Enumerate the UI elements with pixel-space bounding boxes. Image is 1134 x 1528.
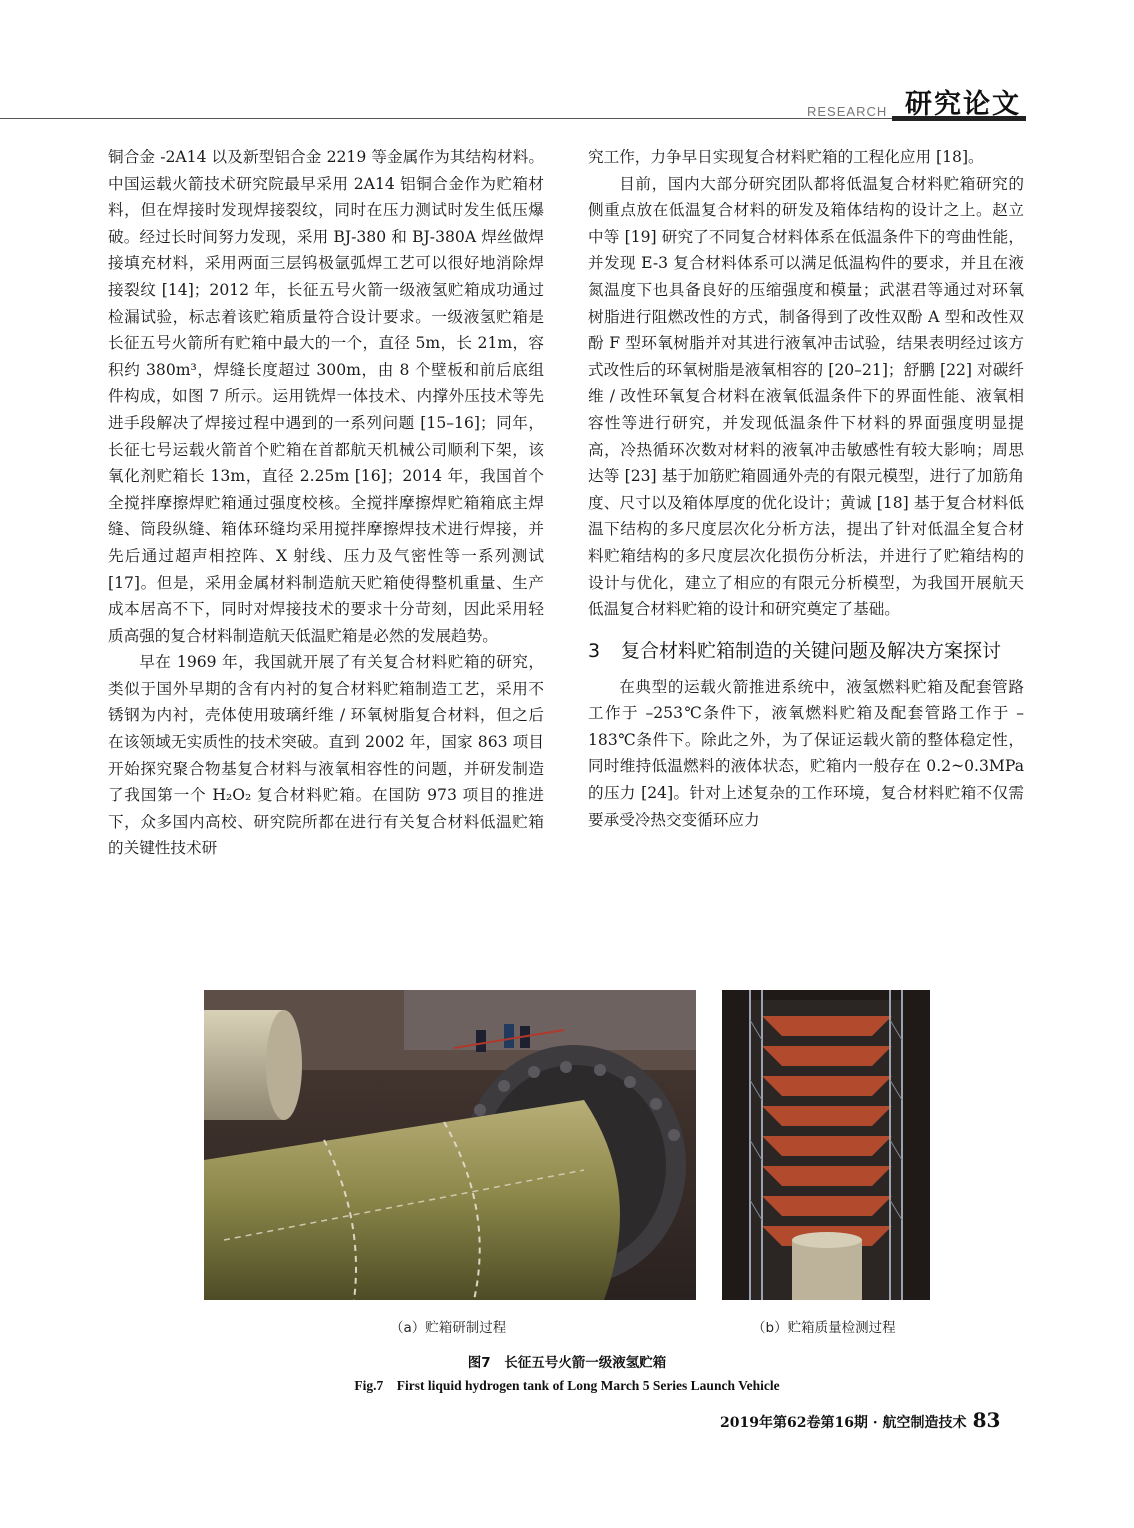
left-paragraph-2: 早在 1969 年，我国就开展了有关复合材料贮箱的研究，类似于国外早期的含有内衬的复合材料贮箱制造工艺，采用不锈钢为内衬，壳体使用玻璃纤维 / 环氧树脂复合材料，但之后在该领域无实质性的技术突破。直到 2002 年，国家 863 项目开始探究聚合物基复合材料与液氧相容性的问题，并研发制造了我国第一个 H₂O₂ 复合材料贮箱。在国防 973 项目的推进下，众多国内高校、研究院所都在进行有关复合材料低温贮箱的关键性技术研 — [108, 653, 544, 858]
header-section-title: 研究论文 — [905, 89, 1021, 120]
page-number: 83 — [972, 1408, 1001, 1432]
left-column — [108, 144, 544, 862]
figure-caption-english: Fig.7 First liquid hydrogen tank of Long March 5 Series Launch Vehicle — [354, 1378, 780, 1393]
right-paragraph-2: 目前，国内大部分研究团队都将低温复合材料贮箱研究的侧重点放在低温复合材料的研发及箱体结构的设计之上。赵立中等 [19] 研究了不同复合材料体系在低温条件下的弯曲性能，并发现 E-3 复合材料体系可以满足低温构件的要求，并且在液氮温度下也具备良好的压缩强度和模量；武湛君等通过对环氧树脂进行阻燃改性的方式，制备得到了改性双酚 A 型和改性双酚 F 型环氧树脂并对其进行液氧冲击试验，结果表明经过该方式改性后的环氧树脂是液氧相容的 [20–21]；舒鹏 [22] 对碳纤维 / 改性环氧复合材料在液氧低温条件下的界面性能、液氧相容性等进行研究，并发现低温条件下材料的界面强度明显提高，冷热循环次数对材料的液氧冲击敏感性有较大影响；周思达等 [23] 基于加筋贮箱圆通外壳的有限元模型，进行了加筋角度、尺寸以及箱体厚度的优化设计；黄诚 [18] 基于复合材料低温下结构的多尺度层次化分析方法，提出了针对低温全复合材料贮箱结构的多尺度层次化损伤分析法，并进行了贮箱结构的设计与优化，建立了相应的有限元分析模型，为我国开展航天低温复合材料贮箱的设计和研究奠定了基础。 — [588, 174, 1024, 619]
figure-subcaption-b: （b）贮箱质量检测过程 — [752, 1320, 896, 1336]
header-research-label: RESEARCH — [807, 104, 888, 119]
figure-caption-chinese: 图7 长征五号火箭一级液氢贮箱 — [467, 1355, 667, 1371]
left-paragraph-1: 铜合金 -2A14 以及新型铝合金 2219 等金属作为其结构材料。中国运载火箭技术研究院最早采用 2A14 铝铜合金作为贮箱材料，但在焊接时发现焊接裂纹，同时在压力测试时发生低压爆破。经过长时间努力发现，采用 BJ-380 和 BJ-380A 焊丝做焊接填充材料，采用两面三层钨极氩弧焊工艺可以很好地消除焊接裂纹 [14]；2012 年，长征五号火箭一级液氢贮箱成功通过检漏试验，标志着该贮箱质量符合设计要求。一级液氢贮箱是长征五号火箭所有贮箱中最大的一个，直径 5m，长 21m，容积约 380m³，焊缝长度超过 300m，由 8 个壁板和前后底组件构成，如图 7 所示。运用铣焊一体技术、内撑外压技术等先进手段解决了焊接过程中遇到的一系列问题 [15–16]；同年，长征七号运载火箭首个贮箱在首都航天机械公司顺利下架，该氧化剂贮箱长 13m，直径 2.25m [16]；2014 年，我国首个全搅拌摩擦焊贮箱通过强度校核。全搅拌摩擦焊贮箱箱底主焊缝、筒段纵缝、箱体环缝均采用搅拌摩擦焊技术进行焊接，并先后通过超声相控阵、X 射线、压力及气密性等一系列测试 [17]。但是，采用金属材料制造航天贮箱使得整机重量、生产成本居高不下，同时对焊接技术的要求十分苛刻，因此采用轻质高强的复合材料制造航天低温贮箱是必然的发展趋势。 — [108, 148, 544, 645]
figure-subcaption-a: （a）贮箱研制过程 — [390, 1320, 507, 1336]
right-column — [588, 144, 1024, 833]
figure-7b-photo — [722, 990, 930, 1300]
right-paragraph-3: 在典型的运载火箭推进系统中，液氢燃料贮箱及配套管路工作于 –253℃条件下，液氧燃料贮箱及配套管路工作于 –183℃条件下。除此之外，为了保证运载火箭的整体稳定性，同时维持低温燃料的液体状态，贮箱内一般存在 0.2~0.3MPa 的压力 [24]。针对上述复杂的工作环境，复合材料贮箱不仅需要承受冷热交变循环应力 — [588, 677, 1024, 829]
section-number: 3 — [588, 639, 601, 662]
figure-7a-photo — [204, 990, 696, 1300]
section-title: 复合材料贮箱制造的关键问题及解决方案探讨 — [621, 639, 1002, 662]
right-paragraph-1: 究工作，力争早日实现复合材料贮箱的工程化应用 [18]。 — [588, 148, 984, 166]
journal-info: 2019年第62卷第16期 · 航空制造技术 — [720, 1415, 967, 1431]
page-footer — [720, 1408, 1000, 1432]
section-heading — [588, 637, 1024, 666]
